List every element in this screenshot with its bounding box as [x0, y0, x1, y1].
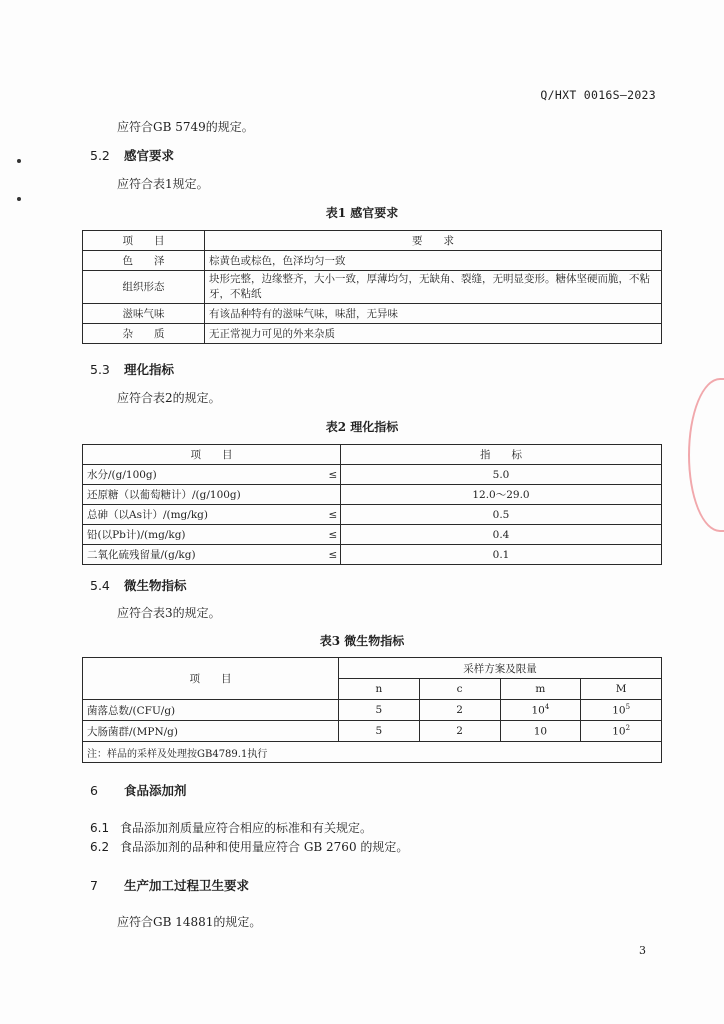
value-base: 10	[531, 704, 545, 717]
red-seal-stamp	[688, 378, 724, 532]
section-title: 理化指标	[124, 362, 175, 377]
value-base: 10	[533, 725, 548, 738]
table-cell-m	[500, 721, 581, 742]
table-cell-operator: ≤	[325, 545, 341, 565]
paragraph-5-4: 应符合表3的规定。	[117, 606, 221, 620]
table-row	[83, 324, 662, 344]
scan-mark	[17, 197, 21, 201]
table-cell-item: 水分/(g/100g)	[83, 465, 325, 485]
section-title: 食品添加剂	[124, 783, 187, 798]
table-cell-item: 组织形态	[83, 271, 205, 304]
column-header: 项 目	[83, 658, 339, 700]
physicochemical-table	[82, 444, 662, 565]
table-cell-n: 5	[339, 721, 420, 742]
table-cell-item: 总砷（以As计）/(mg/kg)	[83, 505, 325, 525]
clause-number: 6.1	[90, 821, 110, 835]
value-base: 10	[612, 704, 626, 717]
section-title: 感官要求	[124, 148, 175, 163]
section-title: 微生物指标	[124, 578, 187, 593]
column-group-header: 采样方案及限量	[339, 658, 662, 679]
table-cell-requirement: 无正常视力可见的外来杂质	[205, 324, 662, 344]
table-row	[83, 465, 662, 485]
table-cell-item: 色 泽	[83, 251, 205, 271]
table-row	[83, 304, 662, 324]
microbiology-table	[82, 657, 662, 763]
table-row	[83, 271, 662, 304]
table-row	[83, 505, 662, 525]
section-heading-7	[90, 876, 249, 894]
table-cell-operator: ≤	[325, 505, 341, 525]
table-header-row	[83, 445, 662, 465]
section-number: 7	[90, 878, 98, 893]
table-note: 注：样品的采样及处理按GB4789.1执行	[83, 742, 662, 763]
section-heading-6	[90, 781, 187, 799]
page-number: 3	[639, 944, 646, 957]
table-cell-item: 还原糖（以葡萄糖计）/(g/100g)	[83, 485, 325, 505]
table-cell-c: 2	[419, 721, 500, 742]
table-cell-requirement: 棕黄色或棕色，色泽均匀一致	[205, 251, 662, 271]
table-cell-value: 0.1	[341, 545, 662, 565]
table-cell-M	[581, 700, 662, 721]
section-title: 生产加工过程卫生要求	[124, 878, 250, 893]
value-exponent: 2	[625, 724, 631, 733]
table-cell-value: 0.4	[341, 525, 662, 545]
table-cell-value: 12.0～29.0	[341, 485, 662, 505]
table-cell-M	[581, 721, 662, 742]
table3-caption: 表3 微生物指标	[319, 634, 405, 648]
table2-caption: 表2 理化指标	[325, 420, 399, 434]
table-cell-item: 杂 质	[83, 324, 205, 344]
table-cell-operator: ≤	[325, 525, 341, 545]
table-header-row	[83, 231, 662, 251]
sensory-requirements-table	[82, 230, 662, 344]
clause-6-1	[90, 819, 372, 836]
clause-text: 食品添加剂的品种和使用量应符合 GB 2760 的规定。	[120, 840, 409, 854]
paragraph-7: 应符合GB 14881的规定。	[117, 915, 262, 929]
paragraph-5-2: 应符合表1规定。	[117, 177, 209, 191]
clause-text: 食品添加剂质量应符合相应的标准和有关规定。	[120, 821, 373, 835]
column-header-M: M	[581, 679, 662, 700]
table-cell-item: 二氧化硫残留量/(g/kg)	[83, 545, 325, 565]
table-cell-value: 0.5	[341, 505, 662, 525]
value-exponent: 5	[625, 703, 631, 712]
scan-mark	[17, 159, 21, 163]
table-cell-operator	[325, 485, 341, 505]
table-cell-value: 5.0	[341, 465, 662, 485]
table-cell-item: 大肠菌群/(MPN/g)	[83, 721, 339, 742]
clause-6-2	[90, 838, 408, 855]
column-header: 要 求	[205, 231, 662, 251]
table-row	[83, 545, 662, 565]
table-cell-n: 5	[339, 700, 420, 721]
column-header: 项 目	[83, 445, 341, 465]
table-header-row	[83, 658, 662, 679]
table-row	[83, 525, 662, 545]
document-code: Q/HXT 0016S—2023	[540, 88, 656, 102]
table1-caption: 表1 感官要求	[325, 206, 399, 220]
column-header: 指 标	[341, 445, 662, 465]
column-header-n: n	[339, 679, 420, 700]
table-cell-requirement: 有该品种特有的滋味气味，味甜，无异味	[205, 304, 662, 324]
table-cell-item: 铅(以Pb计)/(mg/kg)	[83, 525, 325, 545]
table-row	[83, 485, 662, 505]
table-cell-item: 滋味气味	[83, 304, 205, 324]
table-note-row	[83, 742, 662, 763]
section-number: 6	[90, 783, 98, 798]
column-header-m: m	[500, 679, 581, 700]
section-number: 5.3	[90, 362, 110, 377]
value-exponent: 4	[544, 703, 550, 712]
table-cell-c: 2	[419, 700, 500, 721]
section-heading-5-2	[90, 146, 174, 164]
column-header-c: c	[419, 679, 500, 700]
section-number: 5.2	[90, 148, 110, 163]
paragraph-water-standard: 应符合GB 5749的规定。	[117, 120, 254, 134]
table-row	[83, 700, 662, 721]
table-cell-operator: ≤	[325, 465, 341, 485]
column-header: 项 目	[83, 231, 205, 251]
table-row	[83, 721, 662, 742]
section-heading-5-3	[90, 360, 174, 378]
table-cell-requirement: 块形完整，边缘整齐，大小一致，厚薄均匀，无缺角、裂缝，无明显变形。糖体坚硬而脆，不粘牙，不粘纸	[205, 271, 662, 304]
section-number: 5.4	[90, 578, 110, 593]
value-base: 10	[612, 725, 626, 738]
table-row	[83, 251, 662, 271]
paragraph-5-3: 应符合表2的规定。	[117, 391, 221, 405]
table-cell-m	[500, 700, 581, 721]
table-cell-item: 菌落总数/(CFU/g)	[83, 700, 339, 721]
clause-number: 6.2	[90, 840, 110, 854]
section-heading-5-4	[90, 576, 187, 594]
